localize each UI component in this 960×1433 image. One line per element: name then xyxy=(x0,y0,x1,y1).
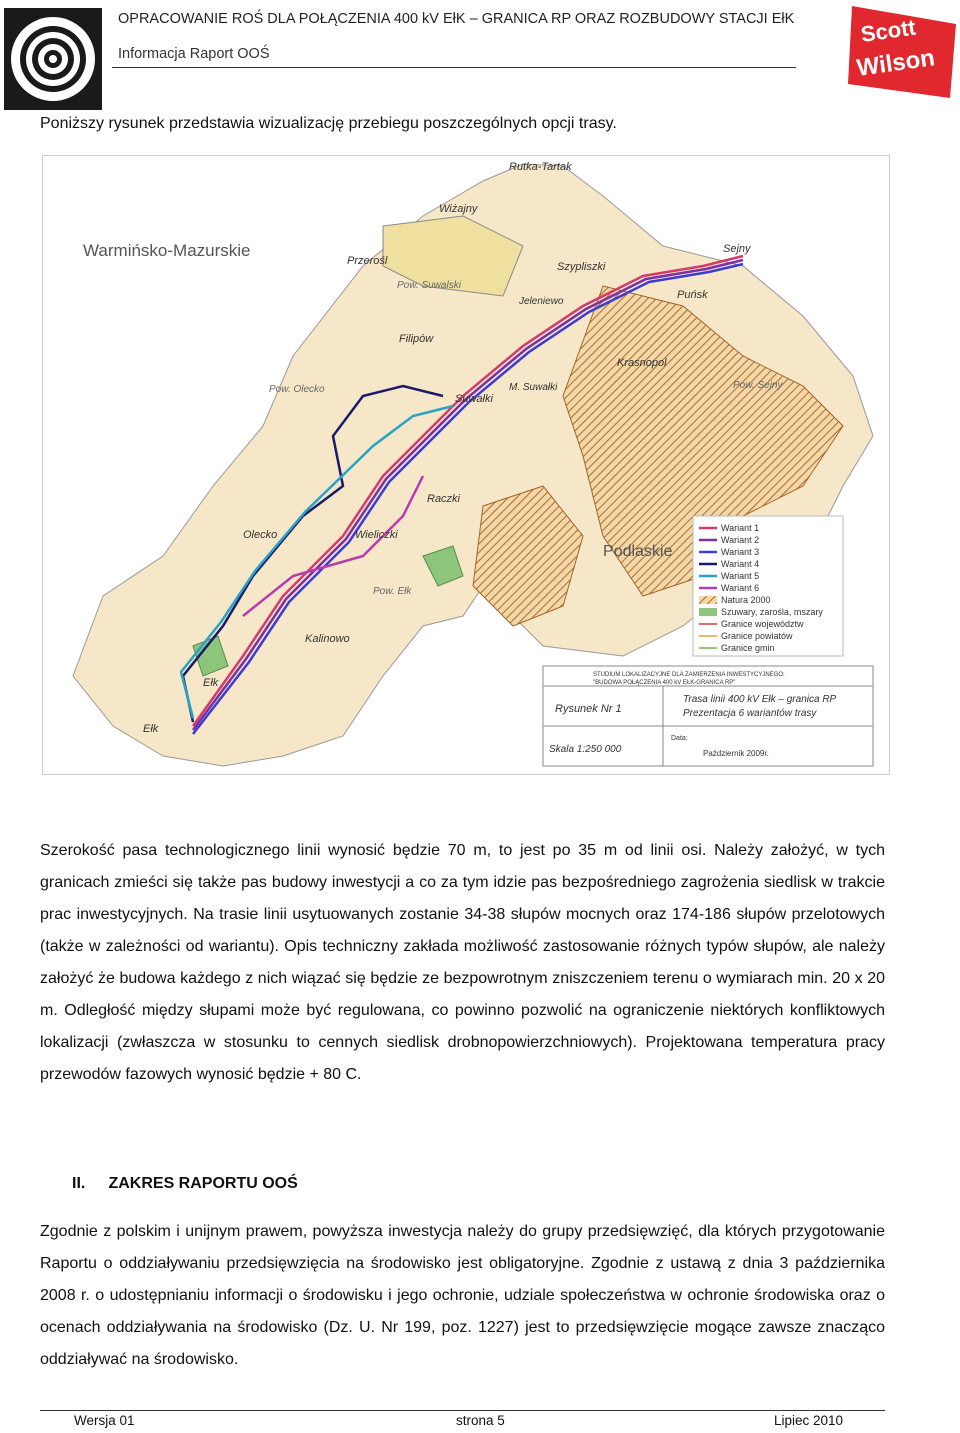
title-block-figure: Rysunek Nr 1 xyxy=(555,703,622,715)
place-wizajny: Wiżajny xyxy=(439,203,478,215)
legend-powiaty: Granice powiatów xyxy=(721,631,793,641)
header-divider xyxy=(112,67,796,68)
title-block-date-label: Data: xyxy=(671,735,688,742)
title-block-scale: Skala 1:250 000 xyxy=(549,744,622,755)
legend-variant-5: Wariant 5 xyxy=(721,571,760,581)
legend-wojewodztwa: Granice województw xyxy=(721,619,804,629)
legend-variant-4: Wariant 4 xyxy=(721,559,760,569)
place-elk-1: Ełk xyxy=(203,677,219,689)
region-podlaskie: Podlaskie xyxy=(603,543,673,560)
legend-szuwary: Szuwary, zarośla, mszary xyxy=(721,607,823,617)
legend-variant-1: Wariant 1 xyxy=(721,523,760,533)
place-filipow: Filipów xyxy=(399,333,434,345)
title-block-date: Październik 2009r. xyxy=(703,749,769,758)
nfos-logo xyxy=(4,8,102,110)
footer-page: strona 5 xyxy=(456,1413,505,1428)
place-m-suwalki: M. Suwałki xyxy=(509,382,558,393)
place-jeleniewo: Jeleniewo xyxy=(519,296,564,307)
legend-gminy: Granice gmin xyxy=(721,643,775,653)
title-block-project: "BUDOWA POŁĄCZENIA 400 kV EŁK-GRANICA RP" xyxy=(593,680,736,686)
place-suwalki: Suwałki xyxy=(455,393,493,405)
section-number: II. xyxy=(72,1175,86,1192)
place-wieliczki: Wieliczki xyxy=(355,529,398,541)
place-kalinowo: Kalinowo xyxy=(305,633,350,645)
place-punsk: Puńsk xyxy=(677,289,708,301)
footer-date: Lipiec 2010 xyxy=(774,1413,844,1428)
place-pow-sejny: Pow. Sejny xyxy=(733,380,783,391)
place-pow-suwalski: Pow. Suwalski xyxy=(397,280,461,291)
legend-variant-2: Wariant 2 xyxy=(721,535,760,545)
place-rutka: Rutka-Tartak xyxy=(509,161,572,173)
svg-text:Scott: Scott xyxy=(859,14,918,47)
scott-wilson-logo xyxy=(848,6,956,98)
footer-divider xyxy=(40,1410,885,1411)
title-block-study: STUDIUM LOKALIZACYJNE DLA ZAMIERZENIA INWESTYCYJNEGO: xyxy=(593,672,785,678)
title-block-desc-2: Prezentacja 6 wariantów trasy xyxy=(683,708,817,719)
place-krasnopol: Krasnopol xyxy=(617,357,667,369)
place-szypliszki: Szypliszki xyxy=(557,261,606,273)
region-warminsko: Warmińsko-Mazurskie xyxy=(83,241,251,260)
svg-text:Wilson: Wilson xyxy=(855,44,937,82)
footer-version: Wersja 01 xyxy=(74,1413,135,1428)
legend-natura: Natura 2000 xyxy=(721,595,771,605)
legend-variant-6: Wariant 6 xyxy=(721,583,760,593)
place-sejny-top: Sejny xyxy=(723,243,751,255)
legend-variant-3: Wariant 3 xyxy=(721,547,760,557)
place-pow-olecko: Pow. Olecko xyxy=(269,384,325,395)
place-pow-elk: Pow. Ełk xyxy=(373,586,412,597)
place-olecko: Olecko xyxy=(243,529,278,541)
paragraph-technical: Szerokość pasa technologicznego linii wynosić będzie 70 m, to jest po 35 m od linii osi. Należy założyć, w tych granicach zmieści się także pas budowy inwestycji a co za tym idzie pas bezpośredniego zagrożenia siedlisk w trakcie prac inwestycyjnych. Na trasie linii usytuowanych zostanie 34-38 słupów mocnych oraz 174-186 słupów przelotowych (także w zależności od wariantu). Opis techniczny zakłada możliwość zastosowanie różnych typów słupów, ale należy założyć że budowa każdego z nich wiązać się będzie ze bezpowrotnym zniszczeniem terenu o wymiarach min. 20 x 20 m. Odległość między słupami może być regulowana, co powinno pozwolić na ograniczenie niektórych konfliktowych lokalizacji (zwłaszcza w stosunku to cennych siedlisk drobnopowierzchniowych). Projektowana temperatura pracy przewodów fazowych wynosić będzie + 80 C. xyxy=(40,842,885,1083)
place-przerosl: Przerośl xyxy=(347,255,388,267)
document-subtitle: Informacja Raport OOŚ xyxy=(118,46,270,62)
place-raczki: Raczki xyxy=(427,493,461,505)
place-elk-2: Ełk xyxy=(143,723,159,735)
intro-sentence: Poniższy rysunek przedstawia wizualizację przebiegu poszczególnych opcji trasy. xyxy=(40,115,617,132)
document-title: OPRACOWANIE ROŚ DLA POŁĄCZENIA 400 kV EłK – GRANICA RP ORAZ ROZBUDOWY STACJI EłK xyxy=(118,11,795,27)
title-block-desc-1: Trasa linii 400 kV Ełk – granica RP xyxy=(683,694,837,705)
paragraph-legal: Zgodnie z polskim i unijnym prawem, powyższa inwestycja należy do grupy przedsięwzięć, dla których przygotowanie Raportu o oddziaływaniu przedsięwzięcia na środowisko jest obligatoryjne. Zgodnie z ustawą z dnia 3 października 2008 r. o udostępnianiu informacji o środowisku i jego ochronie, udziale społeczeństwa w ochronie środowiska oraz o ocenach oddziaływania na środowisko (Dz. U. Nr 199, poz. 1227) jest to przedsięwzięcie mogące zawsze znacząco oddziaływać na środowisko. xyxy=(40,1223,885,1368)
section-heading xyxy=(40,1175,298,1193)
section-title: ZAKRES RAPORTU OOŚ xyxy=(108,1175,298,1192)
route-variants-map xyxy=(42,155,890,775)
